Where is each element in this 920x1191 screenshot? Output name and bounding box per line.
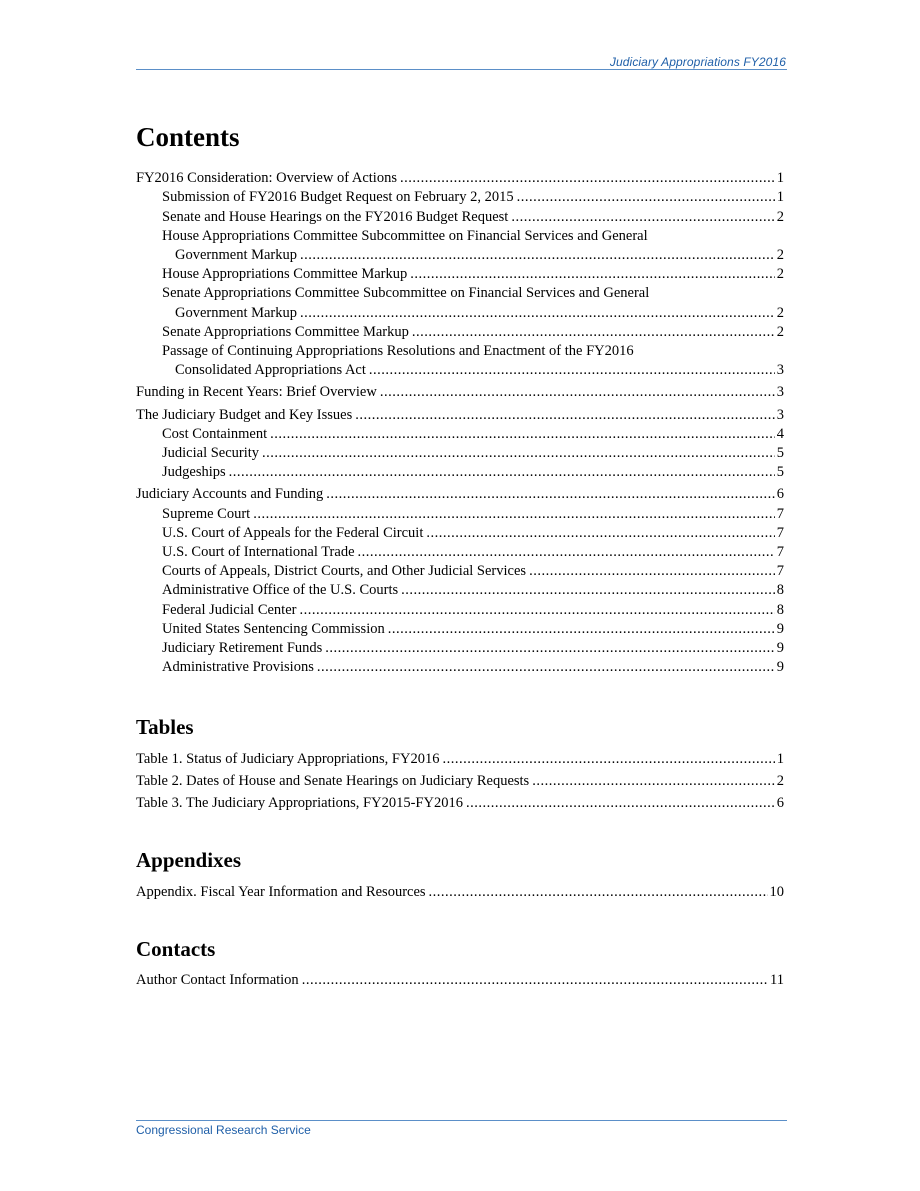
toc-entry-page: 4 <box>776 425 784 442</box>
toc-entry[interactable] <box>136 342 784 380</box>
contents-heading: Contents <box>136 122 240 152</box>
table-of-contents <box>136 120 784 990</box>
toc-entry-title: Cost Containment <box>162 425 268 442</box>
toc-entry-page: 3 <box>776 362 784 379</box>
toc-entry-title: Administrative Office of the U.S. Courts <box>162 582 399 599</box>
toc-entry[interactable] <box>136 444 784 463</box>
toc-entry-page: 11 <box>770 972 784 989</box>
dot-leader <box>300 246 775 265</box>
toc-entry-page: 10 <box>769 883 784 900</box>
toc-entry-page: 9 <box>776 639 784 656</box>
toc-entry-title: Federal Judicial Center <box>162 601 297 618</box>
dot-leader <box>317 658 775 677</box>
toc-entry-page: 7 <box>776 524 784 541</box>
toc-entry[interactable] <box>136 794 784 813</box>
toc-entry-page: 1 <box>776 189 784 206</box>
toc-entry-title: Courts of Appeals, District Courts, and Other Judicial Services <box>162 563 527 580</box>
toc-entry-page: 2 <box>776 323 784 340</box>
toc-entry-title: Appendix. Fiscal Year Information and Resources <box>136 883 426 900</box>
dot-leader <box>358 543 775 562</box>
dot-leader <box>253 505 775 524</box>
toc-entry-title: Senate and House Hearings on the FY2016 Budget Request <box>162 208 509 225</box>
toc-entry-title: Supreme Court <box>162 505 251 522</box>
appendixes-list <box>136 883 784 902</box>
tables-list <box>136 750 784 814</box>
toc-entry-title: House Appropriations Committee Subcommittee on Financial Services and General <box>162 227 648 244</box>
toc-entry[interactable] <box>136 169 784 188</box>
running-header-title: Judiciary Appropriations FY2016 <box>609 55 786 69</box>
dot-leader <box>300 304 775 323</box>
toc-entry-page: 1 <box>776 750 784 767</box>
toc-entry-title: Administrative Provisions <box>162 659 314 676</box>
toc-entry-title: United States Sentencing Commission <box>162 620 385 637</box>
toc-entry[interactable] <box>136 543 784 562</box>
dot-leader <box>262 444 775 463</box>
toc-entry-page: 3 <box>776 406 784 423</box>
toc-entry-title: Judgeships <box>162 464 226 481</box>
toc-entry-title: The Judiciary Budget and Key Issues <box>136 406 353 423</box>
dot-leader <box>410 265 774 284</box>
toc-entry-title: Senate Appropriations Committee Subcommittee on Financial Services and General <box>162 285 650 302</box>
toc-entry[interactable] <box>136 383 784 402</box>
toc-entry-title: Table 1. Status of Judiciary Appropriations, FY2016 <box>136 750 440 767</box>
toc-entry-page: 2 <box>776 304 784 321</box>
toc-entry-page: 5 <box>776 464 784 481</box>
header-rule <box>136 69 787 70</box>
toc-entry[interactable] <box>136 562 784 581</box>
contents-list <box>136 169 784 677</box>
toc-entry[interactable] <box>136 227 784 265</box>
dot-leader <box>270 425 775 444</box>
toc-entry-title: Submission of FY2016 Budget Request on February 2, 2015 <box>162 189 514 206</box>
dot-leader <box>325 639 774 658</box>
toc-entry[interactable] <box>136 581 784 600</box>
dot-leader <box>355 406 775 425</box>
contacts-heading: Contacts <box>136 936 216 961</box>
toc-entry[interactable] <box>136 323 784 342</box>
dot-leader <box>442 750 774 769</box>
toc-entry-page: 1 <box>776 170 784 187</box>
toc-entry-title: Passage of Continuing Appropriations Resolutions and Enactment of the FY2016 <box>162 342 634 359</box>
dot-leader <box>388 620 775 639</box>
toc-entry[interactable] <box>136 524 784 543</box>
toc-entry-title-continued: Consolidated Appropriations Act <box>175 362 366 379</box>
toc-entry-title: Judiciary Accounts and Funding <box>136 486 324 503</box>
toc-entry[interactable] <box>136 284 784 322</box>
toc-entry-page: 6 <box>776 795 784 812</box>
toc-entry-page: 5 <box>776 444 784 461</box>
toc-entry[interactable] <box>136 485 784 504</box>
dot-leader <box>529 562 775 581</box>
toc-entry[interactable] <box>136 658 784 677</box>
dot-leader <box>229 463 775 482</box>
dot-leader <box>401 581 775 600</box>
toc-entry-title: Table 3. The Judiciary Appropriations, FY2015-FY2016 <box>136 795 463 812</box>
toc-entry[interactable] <box>136 406 784 425</box>
dot-leader <box>326 485 774 504</box>
toc-entry-title: Table 2. Dates of House and Senate Hearings on Judiciary Requests <box>136 772 530 789</box>
toc-entry-page: 2 <box>776 772 784 789</box>
toc-entry[interactable] <box>136 425 784 444</box>
appendixes-heading: Appendixes <box>136 848 242 873</box>
toc-entry[interactable] <box>136 265 784 284</box>
toc-entry[interactable] <box>136 883 784 902</box>
toc-entry[interactable] <box>136 463 784 482</box>
dot-leader <box>517 188 775 207</box>
toc-entry[interactable] <box>136 505 784 524</box>
toc-entry[interactable] <box>136 208 784 227</box>
toc-entry-title: Judicial Security <box>162 444 260 461</box>
dot-leader <box>511 208 774 227</box>
dot-leader <box>426 524 774 543</box>
tables-heading: Tables <box>136 715 194 740</box>
toc-entry-title: U.S. Court of Appeals for the Federal Circuit <box>162 524 424 541</box>
toc-entry[interactable] <box>136 750 784 769</box>
toc-entry-page: 7 <box>776 505 784 522</box>
toc-entry-page: 7 <box>776 563 784 580</box>
dot-leader <box>369 361 775 380</box>
toc-entry-page: 2 <box>776 208 784 225</box>
toc-entry-page: 8 <box>776 582 784 599</box>
toc-entry-title: Funding in Recent Years: Brief Overview <box>136 384 377 401</box>
dot-leader <box>302 971 768 990</box>
toc-entry[interactable] <box>136 601 784 620</box>
toc-entry[interactable] <box>136 639 784 658</box>
toc-entry-title: Author Contact Information <box>136 972 299 989</box>
toc-entry[interactable] <box>136 971 784 990</box>
toc-entry[interactable] <box>136 620 784 639</box>
toc-entry-page: 9 <box>776 620 784 637</box>
contacts-list <box>136 971 784 990</box>
dot-leader <box>532 772 775 791</box>
toc-entry-title-continued: Government Markup <box>175 304 298 321</box>
toc-entry-title-continued: Government Markup <box>175 246 298 263</box>
toc-entry-page: 9 <box>776 659 784 676</box>
toc-entry-page: 6 <box>776 486 784 503</box>
toc-entry-page: 7 <box>776 543 784 560</box>
toc-entry-title: House Appropriations Committee Markup <box>162 266 408 283</box>
footer-org-name: Congressional Research Service <box>136 1123 311 1137</box>
toc-entry-title: Senate Appropriations Committee Markup <box>162 323 409 340</box>
dot-leader <box>400 169 775 188</box>
toc-entry-page: 2 <box>776 246 784 263</box>
dot-leader <box>412 323 775 342</box>
toc-entry-title: U.S. Court of International Trade <box>162 543 355 560</box>
dot-leader <box>466 794 775 813</box>
toc-entry[interactable] <box>136 772 784 791</box>
dot-leader <box>429 883 768 902</box>
toc-entry-page: 2 <box>776 266 784 283</box>
toc-entry-title: Judiciary Retirement Funds <box>162 639 323 656</box>
dot-leader <box>299 601 774 620</box>
toc-entry-title: FY2016 Consideration: Overview of Actions <box>136 170 397 187</box>
toc-entry-page: 8 <box>776 601 784 618</box>
toc-entry[interactable] <box>136 188 784 207</box>
toc-entry-page: 3 <box>776 384 784 401</box>
footer-rule <box>136 1120 787 1121</box>
dot-leader <box>380 383 775 402</box>
